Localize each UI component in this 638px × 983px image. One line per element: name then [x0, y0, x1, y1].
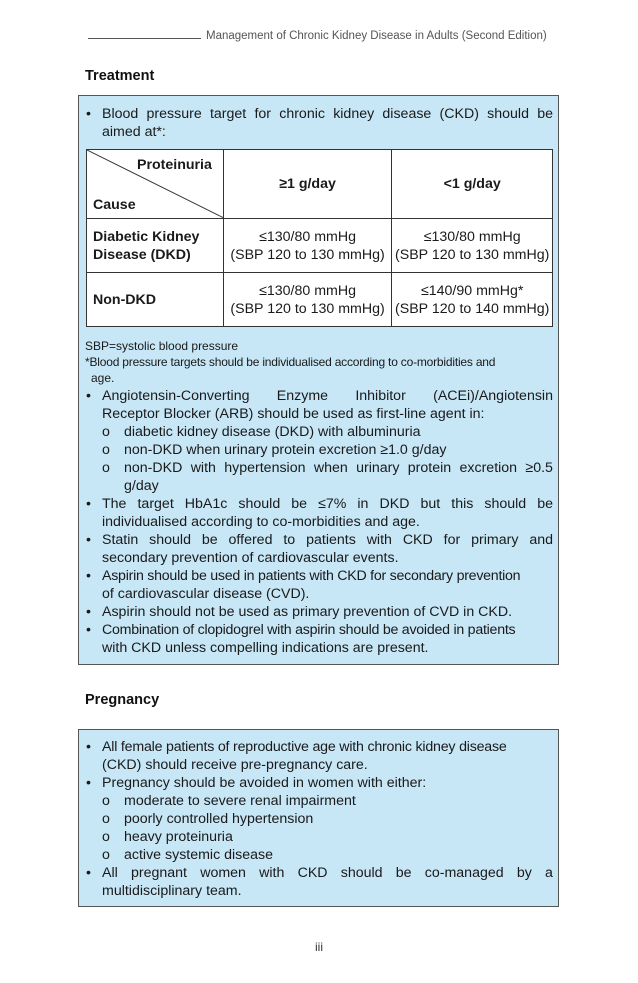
row-cause-nondkd: Non-DKD: [87, 273, 224, 327]
running-header: Management of Chronic Kidney Disease in Adults (Second Edition): [206, 30, 547, 42]
aspirin-primary-line: Aspirin should not be used as primary prevention of CVD in CKD.: [102, 604, 513, 620]
aspirin-secondary-line-1: Aspirin should be used in patients with CKD for secondary prevention: [102, 568, 521, 584]
word: when: [313, 460, 348, 476]
avoid-pregnancy-line: Pregnancy should be avoided in women with either:: [102, 775, 427, 791]
word: target: [209, 106, 247, 122]
bp-target-table: [86, 149, 553, 327]
sub-bullet-glyph: o: [102, 829, 110, 845]
hba1c-line-1: [102, 495, 553, 513]
cell-nondkd-lt1: ≤140/90 mmHg* (SBP 120 to 140 mmHg): [392, 273, 553, 327]
word: patients: [306, 532, 356, 548]
col-header-lt1: <1 g/day: [392, 150, 553, 219]
sub-renal-impairment: moderate to severe renal impairment: [124, 793, 356, 809]
word: disease: [382, 106, 432, 122]
table-row: [87, 219, 553, 273]
comanaged-line-2: multidisciplinary team.: [102, 883, 242, 899]
word: protein: [407, 460, 452, 476]
comanaged-line-1: [102, 864, 553, 882]
clopidogrel-line-2: with CKD unless compelling indications are present.: [102, 640, 429, 656]
sub-nondkd-hypertension-2: g/day: [124, 478, 159, 494]
sub-bullet-glyph: o: [102, 424, 110, 440]
word: be: [537, 106, 553, 122]
hba1c-line-2: individualised according to co-morbidities and age.: [102, 514, 420, 530]
word: co-managed: [424, 865, 504, 881]
word: kidney: [333, 106, 375, 122]
word: Statin: [102, 532, 139, 548]
header-rule: [88, 38, 201, 39]
word: should: [340, 865, 383, 881]
intro-line-1: [102, 105, 553, 123]
word: CKD: [297, 865, 328, 881]
word: by: [516, 865, 532, 881]
pregnancy-heading: Pregnancy: [85, 692, 160, 708]
word: be: [201, 532, 218, 548]
statin-line-2: secondary prevention of cardiovascular events.: [102, 550, 399, 566]
bullet-glyph: •: [86, 865, 91, 881]
word: pregnant: [130, 865, 187, 881]
word: (ACEi)/Angiotensin: [433, 388, 553, 404]
bullet-glyph: •: [86, 604, 91, 620]
bullet-glyph: •: [86, 532, 91, 548]
footnote-age: age.: [91, 371, 115, 385]
table-row: [87, 273, 553, 327]
sub-nondkd-protein: non-DKD when urinary protein excretion ≥1.0 g/day: [124, 442, 447, 458]
sub-bullet-glyph: o: [102, 811, 110, 827]
word: with: [259, 865, 285, 881]
word: for: [254, 106, 271, 122]
row-cause-dkd: Diabetic Kidney Disease (DKD): [87, 219, 224, 273]
ace-line-1: [102, 387, 553, 405]
bullet-glyph: •: [86, 496, 91, 512]
word: non-DKD: [124, 460, 183, 476]
word: and: [529, 532, 553, 548]
word: DKD: [379, 496, 410, 512]
word: The: [102, 496, 127, 512]
sub-nondkd-hypertension: [124, 459, 553, 477]
bullet-glyph: •: [86, 388, 91, 404]
sub-bullet-glyph: o: [102, 460, 110, 476]
sub-dkd-albuminuria: diabetic kidney disease (DKD) with albuminuria: [124, 424, 421, 440]
word: be: [537, 496, 553, 512]
word: chronic: [279, 106, 325, 122]
word: with: [190, 460, 216, 476]
word: Enzyme: [276, 388, 329, 404]
pregnancy-box: [78, 729, 559, 907]
sub-bullet-glyph: o: [102, 793, 110, 809]
word: All: [102, 865, 118, 881]
treatment-heading: Treatment: [85, 68, 155, 84]
word: offered: [228, 532, 273, 548]
word: with: [366, 532, 392, 548]
word: (CKD): [439, 106, 479, 122]
word: to: [283, 532, 296, 548]
page-number: iii: [315, 940, 323, 954]
bullet-glyph: •: [86, 568, 91, 584]
sub-proteinuria: heavy proteinuria: [124, 829, 233, 845]
intro-line-2: aimed at*:: [102, 124, 166, 140]
word: in: [357, 496, 369, 512]
word: should: [484, 496, 527, 512]
word: be: [395, 865, 412, 881]
word: pressure: [146, 106, 202, 122]
word: Blood: [102, 106, 139, 122]
sub-hypertension: poorly controlled hypertension: [124, 811, 314, 827]
word: should: [149, 532, 191, 548]
cell-nondkd-ge1: ≤130/80 mmHg (SBP 120 to 130 mmHg): [223, 273, 392, 327]
word: CKD: [402, 532, 433, 548]
sub-bullet-glyph: o: [102, 442, 110, 458]
word: this: [451, 496, 474, 512]
prepregnancy-line-1: All female patients of reproductive age with chronic kidney disease: [102, 739, 507, 755]
word: HbA1c: [184, 496, 228, 512]
ace-line-2: Receptor Blocker (ARB) should be used as first-line agent in:: [102, 406, 485, 422]
word: ≤7%: [318, 496, 347, 512]
word: women: [200, 865, 246, 881]
word: ≥0.5: [525, 460, 553, 476]
aspirin-secondary-line-2: of cardiovascular disease (CVD).: [102, 586, 310, 602]
word: Angiotensin-Converting: [102, 388, 250, 404]
word: for: [443, 532, 461, 548]
word: but: [420, 496, 441, 512]
col-header-ge1: ≥1 g/day: [223, 150, 392, 219]
word: primary: [471, 532, 519, 548]
word: should: [238, 496, 281, 512]
bullet-glyph: •: [86, 775, 91, 791]
cell-dkd-lt1: ≤130/80 mmHg (SBP 120 to 130 mmHg): [392, 219, 553, 273]
word: Inhibitor: [355, 388, 406, 404]
treatment-box: [78, 95, 559, 665]
bullet-glyph: •: [86, 622, 91, 638]
word: urinary: [356, 460, 400, 476]
bullet-glyph: •: [86, 739, 91, 755]
table-corner-cell: [87, 150, 224, 219]
word: be: [291, 496, 308, 512]
word: hypertension: [224, 460, 306, 476]
sub-bullet-glyph: o: [102, 847, 110, 863]
prepregnancy-line-2: (CKD) should receive pre-pregnancy care.: [102, 757, 368, 773]
bullet-glyph: •: [86, 106, 91, 122]
cell-dkd-ge1: ≤130/80 mmHg (SBP 120 to 130 mmHg): [223, 219, 392, 273]
footnote-individualised: *Blood pressure targets should be individualised according to co-morbidities and: [85, 355, 496, 369]
word: excretion: [459, 460, 518, 476]
sub-systemic-disease: active systemic disease: [124, 847, 274, 863]
word: should: [487, 106, 529, 122]
clopidogrel-line-1: Combination of clopidogrel with aspirin should be avoided in patients: [102, 622, 516, 638]
proteinuria-label: Proteinuria: [137, 157, 212, 173]
word: target: [137, 496, 174, 512]
word: a: [545, 865, 553, 881]
cause-label: Cause: [93, 197, 136, 213]
footnote-sbp: SBP=systolic blood pressure: [85, 339, 239, 353]
statin-line-1: [102, 531, 553, 549]
